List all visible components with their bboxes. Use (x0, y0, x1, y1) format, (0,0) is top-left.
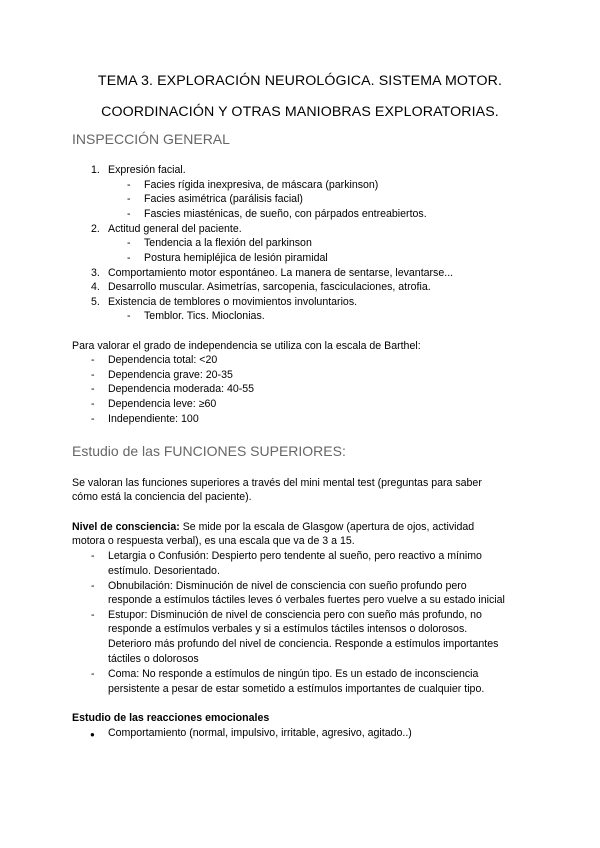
dash-marker: - (127, 237, 131, 249)
consciencia-item-line: táctiles o dolorosos (108, 653, 199, 665)
bullet-marker: ● (90, 730, 95, 739)
consciencia-item-line: persistente a pesar de estar sometido a estímulos importantes de cualquier tipo. (108, 683, 485, 695)
dash-marker: - (127, 208, 131, 220)
list-item: Actitud general del paciente. (108, 223, 242, 235)
doc-title-line-1: TEMA 3. EXPLORACIÓN NEUROLÓGICA. SISTEMA MOTOR. (97, 73, 503, 89)
dash-marker: - (91, 668, 95, 680)
dash-marker: - (91, 550, 95, 562)
sub-list-item: Facies rígida inexpresiva, de máscara (parkinson) (144, 179, 379, 191)
list-number: 2. (91, 223, 100, 235)
dash-marker: - (127, 179, 131, 191)
consciencia-item-line: responde a estímulos táctiles leves ó verbales fuertes pero vuelve a su estado inicial (108, 594, 505, 606)
consciencia-label: Nivel de consciencia: (72, 521, 180, 533)
funciones-intro-line-1: Se valoran las funciones superiores a través del mini mental test (preguntas para saber (72, 477, 482, 489)
dash-marker: - (91, 383, 95, 395)
emocionales-heading: Estudio de las reacciones emocionales (72, 712, 270, 724)
list-item: Comportamiento motor espontáneo. La manera de sentarse, levantarse... (108, 267, 454, 279)
consciencia-item-line: responde a estímulos verbales y si a estímulos táctiles intensos o dolorosos. (108, 623, 468, 635)
barthel-item: Dependencia moderada: 40-55 (108, 383, 255, 395)
sub-list-item: Fascies miasténicas, de sueño, con párpados entreabiertos. (144, 208, 427, 220)
consciencia-text: Se mide por la escala de Glasgow (apertura de ojos, actividad (179, 521, 475, 533)
funciones-intro-line-2: cómo está la conciencia del paciente). (72, 491, 252, 503)
list-number: 1. (91, 164, 100, 176)
consciencia-item-line: estímulo. Desorientado. (108, 565, 220, 577)
consciencia-item-line: Letargia o Confusión: Despierto pero tendente al sueño, pero reactivo a mínimo (108, 550, 482, 562)
list-item: Expresión facial. (108, 164, 186, 176)
consciencia-item-line: Coma: No responde a estímulos de ningún tipo. Es un estado de inconsciencia (108, 668, 479, 680)
dash-marker: - (91, 609, 95, 621)
dash-marker: - (127, 252, 131, 264)
list-item: Desarrollo muscular. Asimetrías, sarcopenia, fasciculaciones, atrofia. (108, 281, 431, 293)
barthel-intro: Para valorar el grado de independencia se utiliza con la escala de Barthel: (72, 340, 421, 352)
dash-marker: - (91, 398, 95, 410)
consciencia-item-line: Deterioro más profundo del nivel de conciencia. Responde a estímulos importantes (108, 638, 499, 650)
barthel-item: Dependencia grave: 20-35 (108, 369, 233, 381)
dash-marker: - (91, 580, 95, 592)
list-number: 3. (91, 267, 100, 279)
dash-marker: - (127, 310, 131, 322)
list-number: 5. (91, 296, 100, 308)
dash-marker: - (127, 193, 131, 205)
emocionales-item: Comportamiento (normal, impulsivo, irritable, agresivo, agitado..) (108, 727, 412, 739)
inspeccion-heading: INSPECCIÓN GENERAL (72, 131, 230, 147)
sub-list-item: Tendencia a la flexión del parkinson (144, 237, 312, 249)
dash-marker: - (91, 369, 95, 381)
funciones-heading: Estudio de las FUNCIONES SUPERIORES: (72, 443, 346, 459)
barthel-item: Dependencia leve: ≥60 (108, 398, 217, 410)
doc-title-line-2: COORDINACIÓN Y OTRAS MANIOBRAS EXPLORATORIAS. (101, 104, 499, 120)
dash-marker: - (91, 354, 95, 366)
dash-marker: - (91, 413, 95, 425)
list-item: Existencia de temblores o movimientos involuntarios. (108, 296, 358, 308)
consciencia-item-line: Obnubilación: Disminución de nivel de consciencia con sueño profundo pero (108, 580, 467, 592)
consciencia-paragraph (72, 521, 474, 533)
barthel-item: Dependencia total: <20 (108, 354, 218, 366)
consciencia-text-line-2: motora o respuesta verbal), es una escala que va de 3 a 15. (72, 535, 355, 547)
consciencia-item-line: Estupor: Disminución de nivel de consciencia pero con sueño más profundo, no (108, 609, 482, 621)
list-number: 4. (91, 281, 100, 293)
sub-list-item: Postura hemipléjica de lesión piramidal (144, 252, 328, 264)
sub-list-item: Facies asimétrica (parálisis facial) (144, 193, 303, 205)
sub-list-item: Temblor. Tics. Mioclonias. (144, 310, 265, 322)
barthel-item: Independiente: 100 (108, 413, 199, 425)
